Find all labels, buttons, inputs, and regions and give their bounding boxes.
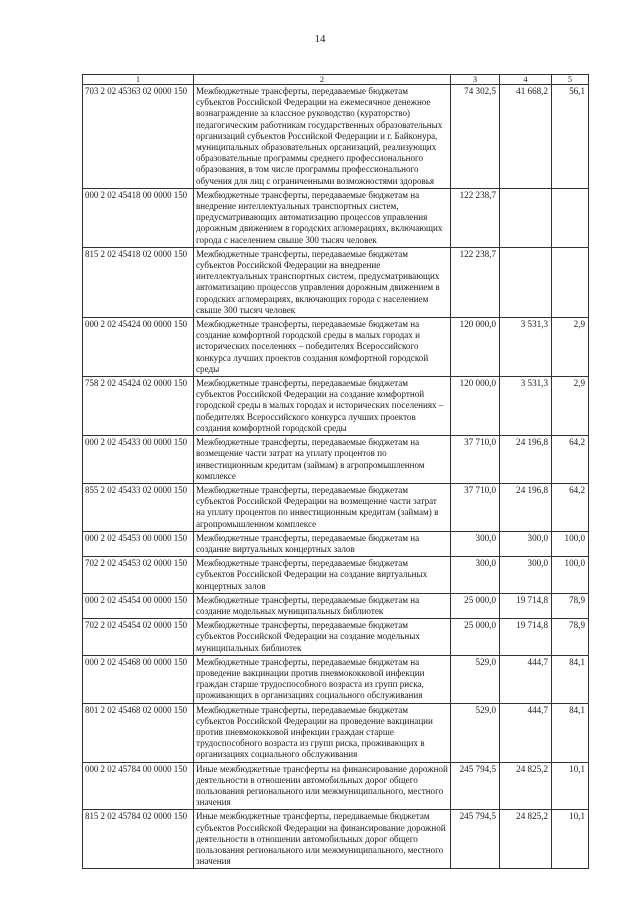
- budget-code-cell: 702 2 02 45453 02 0000 150: [83, 557, 194, 594]
- actual-amount-cell: 24 196,8: [500, 483, 552, 531]
- table-row: [83, 655, 589, 703]
- table-row: [83, 810, 589, 869]
- percent-cell: 78,9: [552, 593, 589, 618]
- plan-amount-cell: 25 000,0: [451, 593, 500, 618]
- budget-table: [82, 74, 589, 869]
- table-row: [83, 483, 589, 531]
- actual-amount-cell: 444,7: [500, 703, 552, 762]
- actual-amount-cell: 444,7: [500, 655, 552, 703]
- percent-cell: 100,0: [552, 557, 589, 594]
- table-row: [83, 318, 589, 377]
- description-cell: Межбюджетные трансферты, передаваемые бюджетам на внедрение интеллектуальных транспортных систем, предусматривающих автоматизацию процессов управления дорожным движением в городских агломерациях, включающих города с населением свыше 300 тысяч человек: [194, 188, 451, 247]
- budget-code-cell: 815 2 02 45418 02 0000 150: [83, 247, 194, 317]
- percent-cell: 100,0: [552, 531, 589, 556]
- column-header-2: 2: [194, 75, 451, 85]
- actual-amount-cell: [500, 247, 552, 317]
- budget-code-cell: 815 2 02 45784 02 0000 150: [83, 810, 194, 869]
- table-row: [83, 557, 589, 594]
- column-header-5: 5: [552, 75, 589, 85]
- plan-amount-cell: 122 238,7: [451, 247, 500, 317]
- actual-amount-cell: 300,0: [500, 531, 552, 556]
- description-cell: Межбюджетные трансферты, передаваемые бюджетам на возмещение части затрат на уплату процентов по инвестиционным кредитам (займам) в агропромышленном комплексе: [194, 436, 451, 484]
- actual-amount-cell: 41 668,2: [500, 85, 552, 189]
- actual-amount-cell: 3 531,3: [500, 318, 552, 377]
- plan-amount-cell: 245 794,5: [451, 762, 500, 810]
- budget-code-cell: 000 2 02 45468 00 0000 150: [83, 655, 194, 703]
- budget-code-cell: 703 2 02 45363 02 0000 150: [83, 85, 194, 189]
- budget-code-cell: 000 2 02 45433 00 0000 150: [83, 436, 194, 484]
- actual-amount-cell: 24 825,2: [500, 810, 552, 869]
- plan-amount-cell: 122 238,7: [451, 188, 500, 247]
- table-row: [83, 85, 589, 189]
- percent-cell: 64,2: [552, 436, 589, 484]
- plan-amount-cell: 74 302,5: [451, 85, 500, 189]
- budget-code-cell: 702 2 02 45454 02 0000 150: [83, 619, 194, 656]
- table-row: [83, 619, 589, 656]
- percent-cell: 78,9: [552, 619, 589, 656]
- actual-amount-cell: 24 196,8: [500, 436, 552, 484]
- budget-code-cell: 000 2 02 45453 00 0000 150: [83, 531, 194, 556]
- table-row: [83, 436, 589, 484]
- table-row: [83, 762, 589, 810]
- description-cell: Межбюджетные трансферты, передаваемые бюджетам на проведение вакцинации против пневмококковой инфекции граждан старше трудоспособного возраста из групп риска, проживающих в организациях социального обслуживания: [194, 655, 451, 703]
- column-header-4: 4: [500, 75, 552, 85]
- budget-code-cell: 000 2 02 45454 00 0000 150: [83, 593, 194, 618]
- plan-amount-cell: 529,0: [451, 655, 500, 703]
- budget-code-cell: 801 2 02 45468 02 0000 150: [83, 703, 194, 762]
- percent-cell: [552, 247, 589, 317]
- description-cell: Межбюджетные трансферты, передаваемые бюджетам на создание комфортной городской среды в малых городах и исторических поселениях – победителях Всероссийского конкурса лучших проектов создания комфортной городской среды: [194, 318, 451, 377]
- column-header-3: 3: [451, 75, 500, 85]
- percent-cell: 2,9: [552, 377, 589, 436]
- description-cell: Иные межбюджетные трансферты, передаваемые бюджетам субъектов Российской Федерации на финансирование дорожной деятельности в отношении автомобильных дорог общего пользования регионального или межмуниципального, местного значения: [194, 810, 451, 869]
- plan-amount-cell: 25 000,0: [451, 619, 500, 656]
- actual-amount-cell: [500, 188, 552, 247]
- budget-code-cell: 000 2 02 45418 00 0000 150: [83, 188, 194, 247]
- budget-code-cell: 855 2 02 45433 02 0000 150: [83, 483, 194, 531]
- budget-code-cell: 000 2 02 45424 00 0000 150: [83, 318, 194, 377]
- percent-cell: 84,1: [552, 655, 589, 703]
- actual-amount-cell: 19 714,8: [500, 619, 552, 656]
- percent-cell: 56,1: [552, 85, 589, 189]
- plan-amount-cell: 120 000,0: [451, 318, 500, 377]
- page-number: 14: [314, 33, 326, 45]
- description-cell: Межбюджетные трансферты, передаваемые бюджетам субъектов Российской Федерации на создание комфортной городской среды в малых городах и исторических поселениях – победителях Всероссийского конкурса лучших проектов создания комфортной городской среды: [194, 377, 451, 436]
- description-cell: Межбюджетные трансферты, передаваемые бюджетам на создание виртуальных концертных залов: [194, 531, 451, 556]
- plan-amount-cell: 120 000,0: [451, 377, 500, 436]
- description-cell: Межбюджетные трансферты, передаваемые бюджетам субъектов Российской Федерации на создание модельных муниципальных библиотек: [194, 619, 451, 656]
- description-cell: Иные межбюджетные трансферты на финансирование дорожной деятельности в отношении автомобильных дорог общего пользования регионального или межмуниципального, местного значения: [194, 762, 451, 810]
- actual-amount-cell: 300,0: [500, 557, 552, 594]
- plan-amount-cell: 300,0: [451, 557, 500, 594]
- table-row: [83, 377, 589, 436]
- percent-cell: 10,1: [552, 810, 589, 869]
- plan-amount-cell: 245 794,5: [451, 810, 500, 869]
- budget-code-cell: 758 2 02 45424 02 0000 150: [83, 377, 194, 436]
- table-row: [83, 247, 589, 317]
- percent-cell: [552, 188, 589, 247]
- actual-amount-cell: 19 714,8: [500, 593, 552, 618]
- table-row: [83, 188, 589, 247]
- plan-amount-cell: 37 710,0: [451, 483, 500, 531]
- budget-code-cell: 000 2 02 45784 00 0000 150: [83, 762, 194, 810]
- description-cell: Межбюджетные трансферты, передаваемые бюджетам субъектов Российской Федерации на создание виртуальных концертных залов: [194, 557, 451, 594]
- actual-amount-cell: 3 531,3: [500, 377, 552, 436]
- percent-cell: 64,2: [552, 483, 589, 531]
- plan-amount-cell: 300,0: [451, 531, 500, 556]
- plan-amount-cell: 529,0: [451, 703, 500, 762]
- percent-cell: 2,9: [552, 318, 589, 377]
- actual-amount-cell: 24 825,2: [500, 762, 552, 810]
- table-row: [83, 531, 589, 556]
- table-row: [83, 593, 589, 618]
- plan-amount-cell: 37 710,0: [451, 436, 500, 484]
- description-cell: Межбюджетные трансферты, передаваемые бюджетам субъектов Российской Федерации на проведение вакцинации против пневмококковой инфекции граждан старше трудоспособного возраста из групп риска, проживающих в организациях социального обслуживания: [194, 703, 451, 762]
- table-row: [83, 703, 589, 762]
- percent-cell: 10,1: [552, 762, 589, 810]
- description-cell: Межбюджетные трансферты, передаваемые бюджетам на создание модельных муниципальных библиотек: [194, 593, 451, 618]
- description-cell: Межбюджетные трансферты, передаваемые бюджетам субъектов Российской Федерации на ежемесячное денежное вознаграждение за классное руководство (кураторство) педагогическим работникам государственных образовательных организаций субъектов Российской Федерации и г. Байконура, муниципальных образовательных организаций, реализующих образовательные программы среднего профессионального образования, в том числе программы профессионального обучения для лиц с ограниченными возможностями здоровья: [194, 85, 451, 189]
- column-header-1: 1: [83, 75, 194, 85]
- description-cell: Межбюджетные трансферты, передаваемые бюджетам субъектов Российской Федерации на внедрение интеллектуальных транспортных систем, предусматривающих автоматизацию процессов управления дорожным движением в городских агломерациях, включающих города с населением свыше 300 тысяч человек: [194, 247, 451, 317]
- description-cell: Межбюджетные трансферты, передаваемые бюджетам субъектов Российской Федерации на возмещение части затрат на уплату процентов по инвестиционным кредитам (займам) в агропромышленном комплексе: [194, 483, 451, 531]
- table-header-row: [83, 75, 589, 85]
- percent-cell: 84,1: [552, 703, 589, 762]
